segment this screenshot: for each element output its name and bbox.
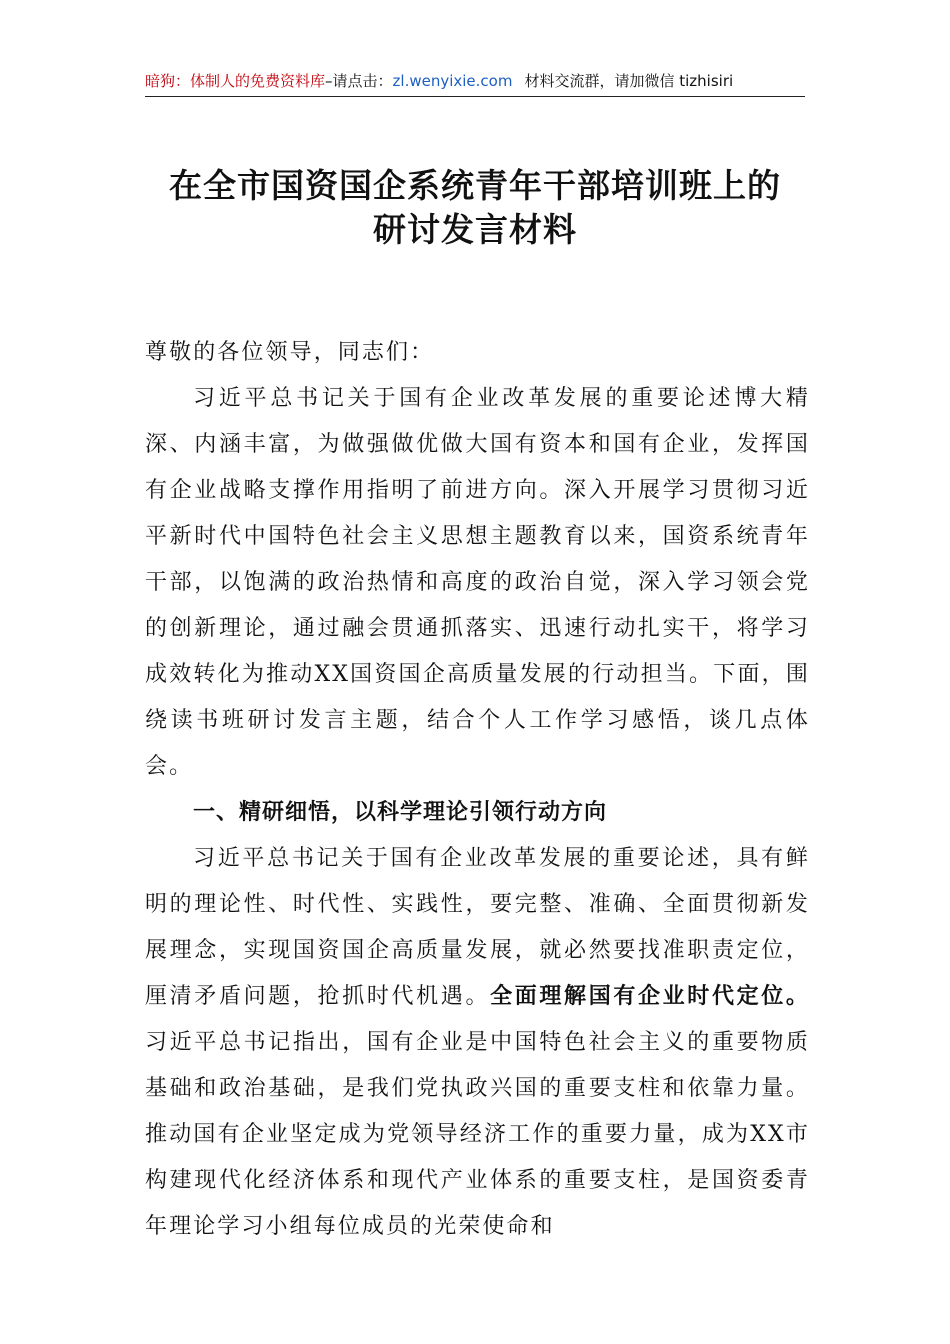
emphasis-text: 全面理解国有企业时代定位。 [490,984,810,1009]
document-body [145,330,810,1250]
salutation: 尊敬的各位领导，同志们： [145,340,435,365]
paragraph-section-1 [145,836,810,1250]
document-title-line-2: 研讨发言材料 [373,210,577,249]
section-heading-1: 一、精研细悟，以科学理论引领行动方向 [193,800,608,825]
paragraph-text-continued: 习近平总书记指出，国有企业是中国特色社会主义的重要物质基础和政治基础，是我们党执政兴国的重要支柱和依靠力量。推动国有企业坚定成为党领导经济工作的重要力量，成为XX市构建现代化经济体系和现代产业体系的重要支柱，是国资委青年理论学习小组每位成员的光荣使命和 [145,1030,810,1239]
document-title-line-1: 在全市国资国企系统青年干部培训班上的 [169,166,781,205]
header-link[interactable]: zl.wenyixie.com [392,72,513,90]
header-banner [145,68,805,94]
paragraph-intro: 习近平总书记关于国有企业改革发展的重要论述博大精深、内涵丰富，为做强做优做大国有资本和国有企业，发挥国有企业战略支撑作用指明了前进方向。深入开展学习贯彻习近平新时代中国特色社会主义思想主题教育以来，国资系统青年干部，以饱满的政治热情和高度的政治自觉，深入学习领会党的创新理论，通过融会贯通抓落实、迅速行动扎实干，将学习成效转化为推动XX国资国企高质量发展的行动担当。下面，围绕读书班研讨发言主题，结合个人工作学习感悟，谈几点体会。 [145,386,810,779]
header-divider [145,96,805,97]
header-cta: –请点击： [325,72,393,90]
header-group-note: 材料交流群，请加微信 tizhisiri [524,72,734,90]
paragraph-text: 习近平总书记关于国有企业改革发展的重要论述，具有鲜明的理论性、时代性、实践性，要完整、准确、全面贯彻新发展理念，实现国资国企高质量发展，就必然要找准职责定位，厘清矛盾问题，抢抓时代机遇。 [145,846,810,1009]
header-brand: 暗狗：体制人的免费资料库 [145,72,326,90]
